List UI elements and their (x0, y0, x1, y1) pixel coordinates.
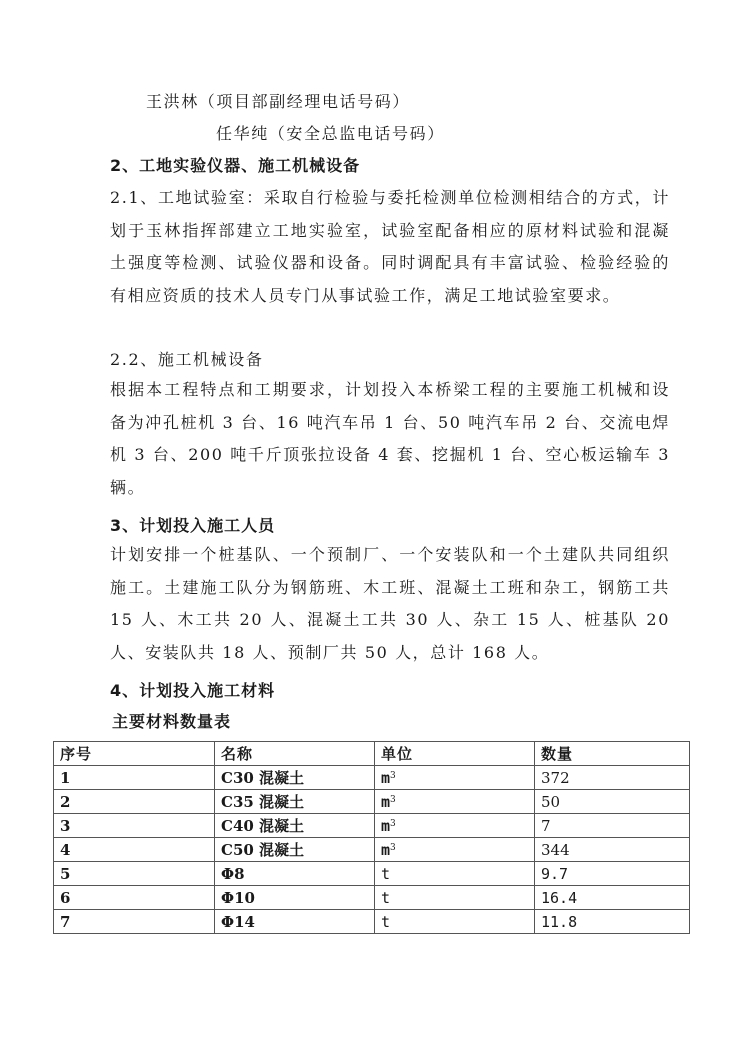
table-header-row (54, 742, 690, 766)
cell-name: Φ8 (215, 862, 375, 886)
contact-line-safety-director: 任华纯（安全总监电话号码） (216, 124, 445, 143)
cell-no: 4 (54, 838, 215, 862)
unit-text: m (381, 792, 391, 811)
table-row (54, 862, 690, 886)
cell-name: C30 混凝土 (215, 766, 375, 790)
unit-superscript: 3 (390, 818, 396, 829)
header-cell-qty: 数量 (535, 742, 690, 766)
cell-unit (375, 838, 535, 862)
unit-text: m (381, 816, 391, 835)
header-cell-no: 序号 (54, 742, 215, 766)
cell-name: Φ10 (215, 886, 375, 910)
cell-no: 2 (54, 790, 215, 814)
cell-unit (375, 862, 535, 886)
cell-unit (375, 814, 535, 838)
unit-text: t (381, 912, 391, 931)
section-3-paragraph: 计划安排一个桩基队、一个预制厂、一个安装队和一个土建队共同组织施工。土建施工队分为钢筋班、木工班、混凝土工班和杂工，钢筋工共 15 人、木工共 20 人、混凝土工共 30 人、杂工 15 人、桩基队 20 人、安装队共 18 人、预制厂共 50 人，总计 168 人。 (110, 545, 670, 662)
table-row (54, 790, 690, 814)
cell-qty: 11.8 (535, 910, 690, 934)
section-2-heading: 2、工地实验仪器、施工机械设备 (110, 156, 361, 175)
section-2-2-heading: 2.2、施工机械设备 (110, 350, 264, 369)
section-3-heading: 3、计划投入施工人员 (110, 516, 276, 535)
cell-unit (375, 790, 535, 814)
unit-superscript: 3 (390, 770, 396, 781)
cell-name: C40 混凝土 (215, 814, 375, 838)
cell-qty: 9.7 (535, 862, 690, 886)
unit-text: t (381, 864, 391, 883)
cell-no: 3 (54, 814, 215, 838)
cell-qty: 7 (535, 814, 690, 838)
cell-no: 7 (54, 910, 215, 934)
cell-qty: 372 (535, 766, 690, 790)
section-2-1-paragraph: 2.1、工地试验室：采取自行检验与委托检测单位检测相结合的方式，计划于玉林指挥部建立工地实验室，试验室配备相应的原材料试验和混凝土强度等检测、试验仪器和设备。同时调配具有丰富试验、检验经验的有相应资质的技术人员专门从事试验工作，满足工地试验室要求。 (110, 188, 670, 305)
cell-no: 5 (54, 862, 215, 886)
section-2-2-paragraph: 根据本工程特点和工期要求，计划投入本桥梁工程的主要施工机械和设备为冲孔桩机 3 台、16 吨汽车吊 1 台、50 吨汽车吊 2 台、交流电焊机 3 台、200 吨千斤顶张拉设备 4 套、挖掘机 1 台、空心板运输车 3 辆。 (110, 380, 670, 497)
table-row (54, 886, 690, 910)
cell-name: C35 混凝土 (215, 790, 375, 814)
header-cell-name: 名称 (215, 742, 375, 766)
cell-qty: 16.4 (535, 886, 690, 910)
unit-text: m (381, 840, 391, 859)
materials-table (53, 741, 690, 934)
cell-name: C50 混凝土 (215, 838, 375, 862)
cell-name: Φ14 (215, 910, 375, 934)
cell-no: 6 (54, 886, 215, 910)
table-row (54, 814, 690, 838)
table-row (54, 766, 690, 790)
cell-no: 1 (54, 766, 215, 790)
cell-unit (375, 886, 535, 910)
unit-text: m (381, 768, 391, 787)
cell-qty: 344 (535, 838, 690, 862)
section-4-heading: 4、计划投入施工材料 (110, 681, 276, 700)
unit-superscript: 3 (390, 794, 396, 805)
unit-superscript: 3 (390, 842, 396, 853)
unit-text: t (381, 888, 391, 907)
cell-unit (375, 910, 535, 934)
table-row (54, 838, 690, 862)
cell-qty: 50 (535, 790, 690, 814)
cell-unit (375, 766, 535, 790)
table-row (54, 910, 690, 934)
header-cell-unit: 单位 (375, 742, 535, 766)
table-title: 主要材料数量表 (112, 712, 232, 731)
contact-line-deputy-manager: 王洪林（项目部副经理电话号码） (146, 92, 411, 111)
